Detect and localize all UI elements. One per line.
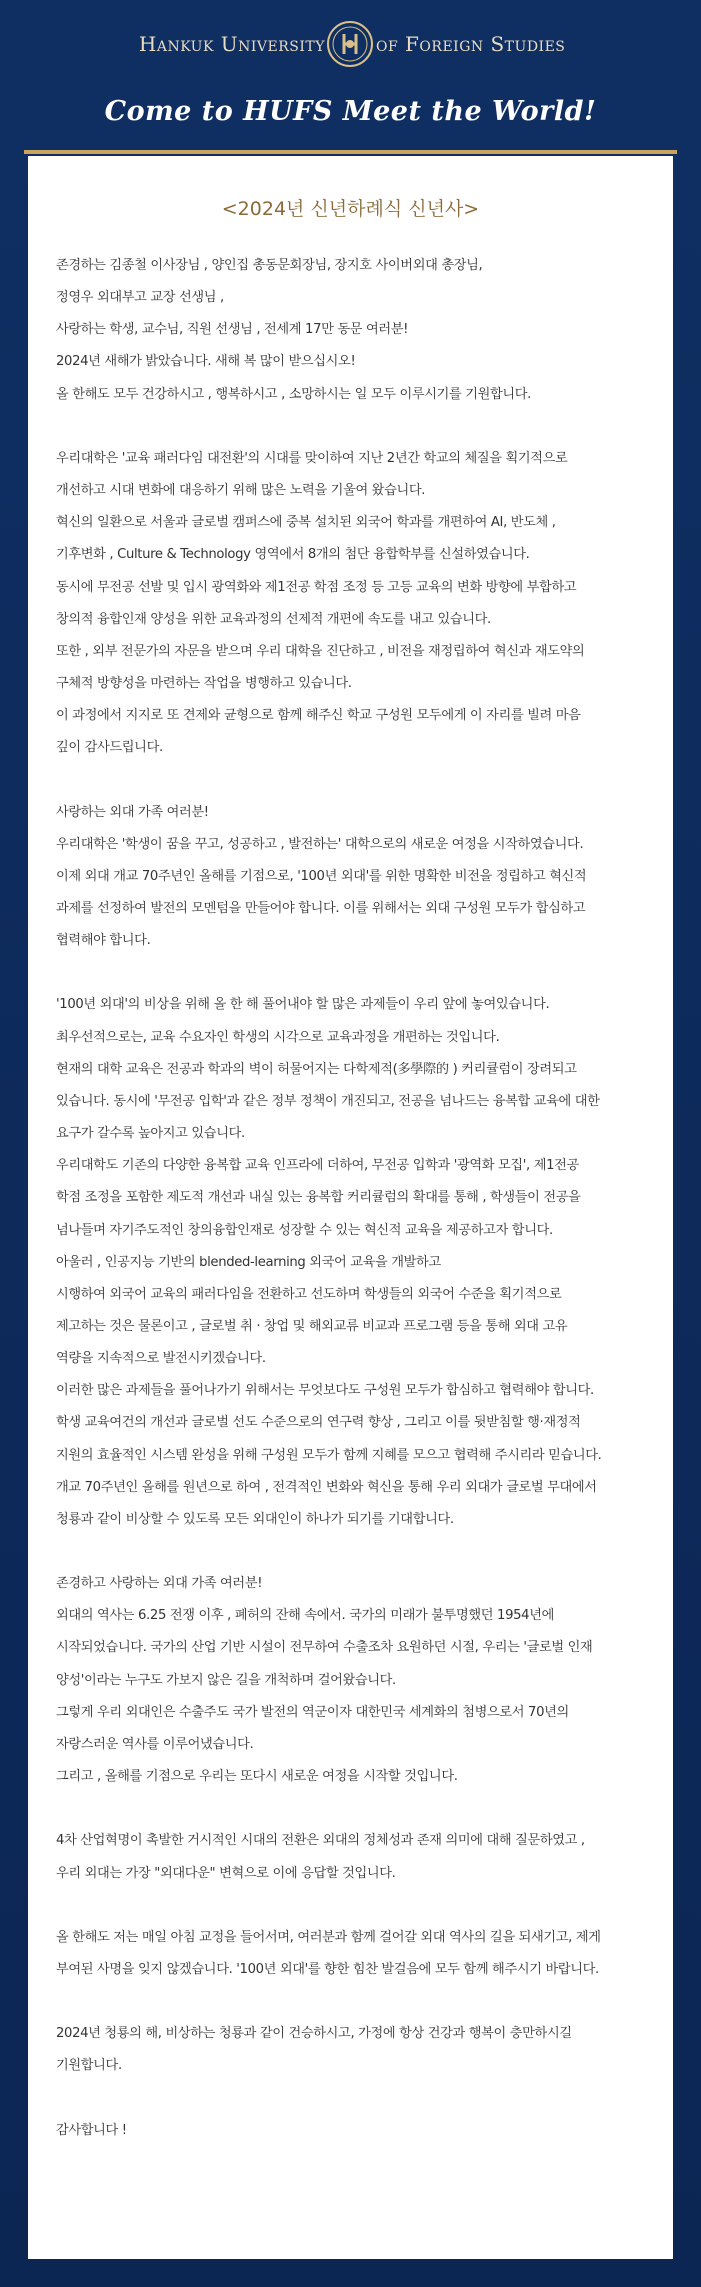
text-line: 혁신의 일환으로 서울과 글로벌 캠퍼스에 중복 설치된 외국어 학과를 개편하여 AI, 반도체 , [56,515,556,531]
hufs-emblem-icon [326,20,374,68]
text-line: 현재의 대학 교육은 전공과 학과의 벽이 허물어지는 다학제적(多學際的 ) 커리큘럼이 장려되고 [56,1061,577,1077]
text-line: 동시에 무전공 선발 및 입시 광역화와 제1전공 학점 조정 등 고등 교육의 변화 방향에 부합하고 [56,579,577,595]
text-line: '100년 외대'의 비상을 위해 올 한 해 풀어내야 할 많은 과제들이 우리 앞에 놓여있습니다. [56,997,550,1013]
page-title: <2024년 신년하례식 신년사> [221,198,480,220]
text-line: 창의적 융합인재 양성을 위한 교육과정의 선제적 개편에 속도를 내고 있습니다. [56,611,491,627]
text-line: 올 한해도 저는 매일 아침 교정을 들어서며, 여러분과 함께 걸어갈 외대 역사의 길을 되새기고, 제게 [56,1929,601,1945]
text-line: 학생 교육여건의 개선과 글로벌 선도 수준으로의 연구력 향상 , 그리고 이를 뒷받침할 행·재정적 [56,1415,581,1431]
header-banner [0,0,701,150]
university-name-right: of Foreign Studies [376,32,566,56]
text-line: 아울러 , 인공지능 기반의 blended-learning 외국어 교육을 개발하고 [56,1254,441,1270]
text-line: 2024년 새해가 밝았습니다. 새해 복 많이 받으십시오! [56,354,356,370]
text-line: 이 과정에서 지지로 또 견제와 균형으로 함께 해주신 학교 구성원 모두에게 이 자리를 빌려 마음 [56,708,581,724]
text-line: 있습니다. 동시에 '무전공 입학'과 같은 정부 정책이 개진되고, 전공을 넘나드는 융복합 교육에 대한 [56,1093,600,1109]
text-line: 깊이 감사드립니다. [56,740,163,756]
text-line: 지원의 효율적인 시스템 완성을 위해 구성원 모두가 함께 지혜를 모으고 협력해 주시리라 믿습니다. [56,1447,602,1463]
text-line: 협력해야 합니다. [56,933,151,949]
text-line: 존경하고 사랑하는 외대 가족 여러분! [56,1576,263,1592]
text-line: 이제 외대 개교 70주년인 올해를 기점으로, '100년 외대'를 위한 명확한 비전을 정립하고 혁신적 [56,868,587,884]
text-line: 과제를 선정하여 발전의 모멘텀을 만들어야 합니다. 이를 위해서는 외대 구성원 모두가 합심하고 [56,901,586,916]
text-line: 외대의 역사는 6.25 전쟁 이후 , 폐허의 잔해 속에서. 국가의 미래가 불투명했던 1954년에 [56,1608,554,1624]
text-line: 개선하고 시대 변화에 대응하기 위해 많은 노력을 기울여 왔습니다. [56,483,426,499]
text-line: 개교 70주년인 올해를 원년으로 하여 , 전격적인 변화와 혁신을 통해 우리 외대가 글로벌 무대에서 [56,1479,597,1495]
text-line: 제고하는 것은 물론이고 , 글로벌 취 · 창업 및 해외교류 비교과 프로그램 등을 통해 외대 고유 [56,1318,568,1334]
text-line: 사랑하는 학생, 교수님, 직원 선생님 , 전세계 17만 동문 여러분! [56,322,409,338]
university-name-row [0,20,701,70]
text-line: 최우선적으로는, 교육 수요자인 학생의 시각으로 교육과정을 개편하는 것입니다. [56,1029,500,1045]
slogan: Come to HUFS Meet the World! [104,96,597,127]
text-line: 기후변화 , Culture & Technology 영역에서 8개의 첨단 융합학부를 신설하였습니다. [56,547,530,563]
text-line: 2024년 청룡의 해, 비상하는 청룡과 같이 건승하시고, 가정에 항상 건강과 행복이 충만하시길 [56,2026,572,2042]
text-line: 정영우 외대부고 교장 선생님 , [56,290,224,306]
text-line: 우리 외대는 가장 "외대다운" 변혁으로 이에 응답할 것입니다. [56,1865,396,1881]
text-line: 4차 산업혁명이 촉발한 거시적인 시대의 전환은 외대의 정체성과 존재 의미에 대해 질문하였고 , [56,1833,585,1849]
text-line: 우리대학은 '교육 패러다임 대전환'의 시대를 맞이하여 지난 2년간 학교의 체질을 획기적으로 [56,450,568,466]
text-line: 기원합니다. [56,2058,122,2074]
text-line: 학점 조정을 포함한 제도적 개선과 내실 있는 융복합 커리큘럼의 확대를 통해 , 학생들이 전공을 [56,1190,581,1206]
text-line: 청룡과 같이 비상할 수 있도록 모든 외대인이 하나가 되기를 기대합니다. [56,1511,454,1527]
text-line: 존경하는 김종철 이사장님 , 양인집 총동문회장님, 장지호 사이버외대 총장님, [56,258,483,273]
text-line: 시작되었습니다. 국가의 산업 기반 시설이 전무하여 수출조차 요원하던 시절, 우리는 '글로벌 인재 [56,1640,593,1656]
text-line: 그렇게 우리 외대인은 수출주도 국가 발전의 역군이자 대한민국 세계화의 첨병으로서 70년의 [56,1704,569,1720]
text-line: 요구가 갈수록 높아지고 있습니다. [56,1126,245,1142]
text-line: 그리고 , 올해를 기점으로 우리는 또다시 새로운 여정을 시작할 것입니다. [56,1769,458,1785]
text-line: 이러한 많은 과제들을 풀어나가기 위해서는 무엇보다도 구성원 모두가 합심하고 협력해야 합니다. [56,1383,594,1399]
text-line: 구체적 방향성을 마련하는 작업을 병행하고 있습니다. [56,675,352,691]
text-line: 감사합니다 ! [56,2122,127,2138]
gold-divider [24,150,677,154]
text-line: 사랑하는 외대 가족 여러분! [56,804,209,820]
text-line: 부여된 사명을 잊지 않겠습니다. '100년 외대'를 향한 힘찬 발걸음에 모두 함께 해주시기 바랍니다. [56,1961,599,1977]
text-line: 넘나들며 자기주도적인 창의융합인재로 성장할 수 있는 혁신적 교육을 제공하고자 합니다. [56,1222,553,1238]
text-line: 역량을 지속적으로 발전시키겠습니다. [56,1351,266,1367]
text-line: 우리대학도 기존의 다양한 융복합 교육 인프라에 더하여, 무전공 입학과 '광역화 모집', 제1전공 [56,1158,579,1174]
document-card [28,156,673,2259]
text-line: 또한 , 외부 전문가의 자문을 받으며 우리 대학을 진단하고 , 비전을 재정립하여 혁신과 재도약의 [56,643,585,659]
text-line: 양성'이라는 누구도 가보지 않은 길을 개척하며 걸어왔습니다. [56,1672,396,1688]
university-name-left: Hankuk University [138,32,325,56]
text-line: 자랑스러운 역사를 이루어냈습니다. [56,1736,254,1752]
text-line: 시행하여 외국어 교육의 패러다임을 전환하고 선도하며 학생들의 외국어 수준을 획기적으로 [56,1286,562,1302]
text-line: 올 한해도 모두 건강하시고 , 행복하시고 , 소망하시는 일 모두 이루시기를 기원합니다. [56,386,532,402]
text-line: 우리대학은 '학생이 꿈을 꾸고, 성공하고 , 발전하는' 대학으로의 새로운 여정을 시작하였습니다. [56,836,584,852]
